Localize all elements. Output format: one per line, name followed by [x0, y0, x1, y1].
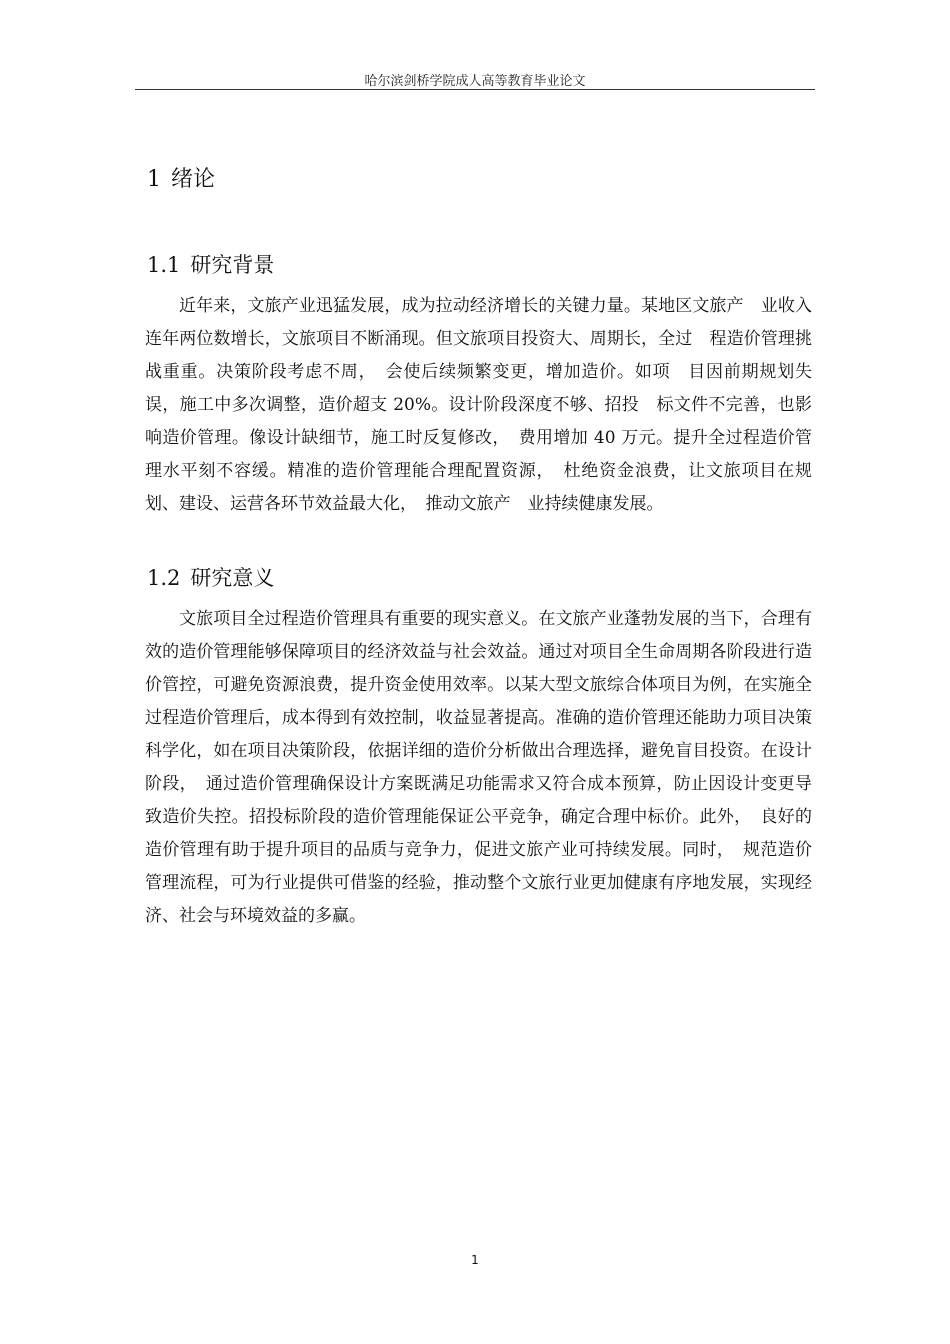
section-number: 1.2: [147, 566, 181, 590]
section-title-text: 研究背景: [190, 253, 275, 277]
chapter-title: [147, 165, 215, 195]
header-divider: [135, 89, 815, 90]
page-number: 1: [471, 1253, 479, 1267]
section-number: 1.1: [147, 253, 181, 277]
background-paragraph: 近年来，文旅产业迅猛发展，成为拉动经济增长的关键力量。某地区文旅产 业收入连年两位数增长，文旅项目不断涌现。但文旅项目投资大、周期长，全过 程造价管理挑战重重。决策阶段考虑不周， 会使后续频繁变更，增加造价。如项 目因前期规划失误，施工中多次调整，造价超支 20%。设计阶段深度不够、招投 标文件不完善，也影响造价管理。像设计缺细节，施工时反复修改， 费用增加 40 万元。提升全过程造价管理水平刻不容缓。精准的造价管理能合理配置资源， 杜绝资金浪费，让文旅项目在规划、建设、运营各环节效益最大化， 推动文旅产 业持续健康发展。: [145, 296, 812, 514]
section-title-text: 研究意义: [190, 566, 275, 590]
section-title-background: [147, 250, 274, 280]
chapter-title-text: 绪论: [171, 167, 216, 192]
significance-paragraph: 文旅项目全过程造价管理具有重要的现实意义。在文旅产业蓬勃发展的当下，合理有效的造价管理能够保障项目的经济效益与社会效益。通过对项目全生命周期各阶段进行造价管控，可避免资源浪费，提升资金使用效率。以某大型文旅综合体项目为例，在实施全过程造价管理后，成本得到有效控制，收益显著提高。准确的造价管理还能助力项目决策科学化，如在项目决策阶段，依据详细的造价分析做出合理选择，避免盲目投资。在设计阶段， 通过造价管理确保设计方案既满足功能需求又符合成本预算，防止因设计变更导致造价失控。招投标阶段的造价管理能保证公平竞争，确定合理中标价。此外， 良好的造价管理有助于提升项目的品质与竞争力，促进文旅产业可持续发展。同时， 规范造价管理流程，可为行业提供可借鉴的经验，推动整个文旅行业更加健康有序地发展，实现经济、社会与环境效益的多赢。: [145, 609, 812, 926]
section-title-significance: [147, 563, 274, 593]
page-header: 哈尔滨剑桥学院成人高等教育毕业论文: [364, 74, 586, 89]
chapter-number: 1: [147, 167, 161, 192]
